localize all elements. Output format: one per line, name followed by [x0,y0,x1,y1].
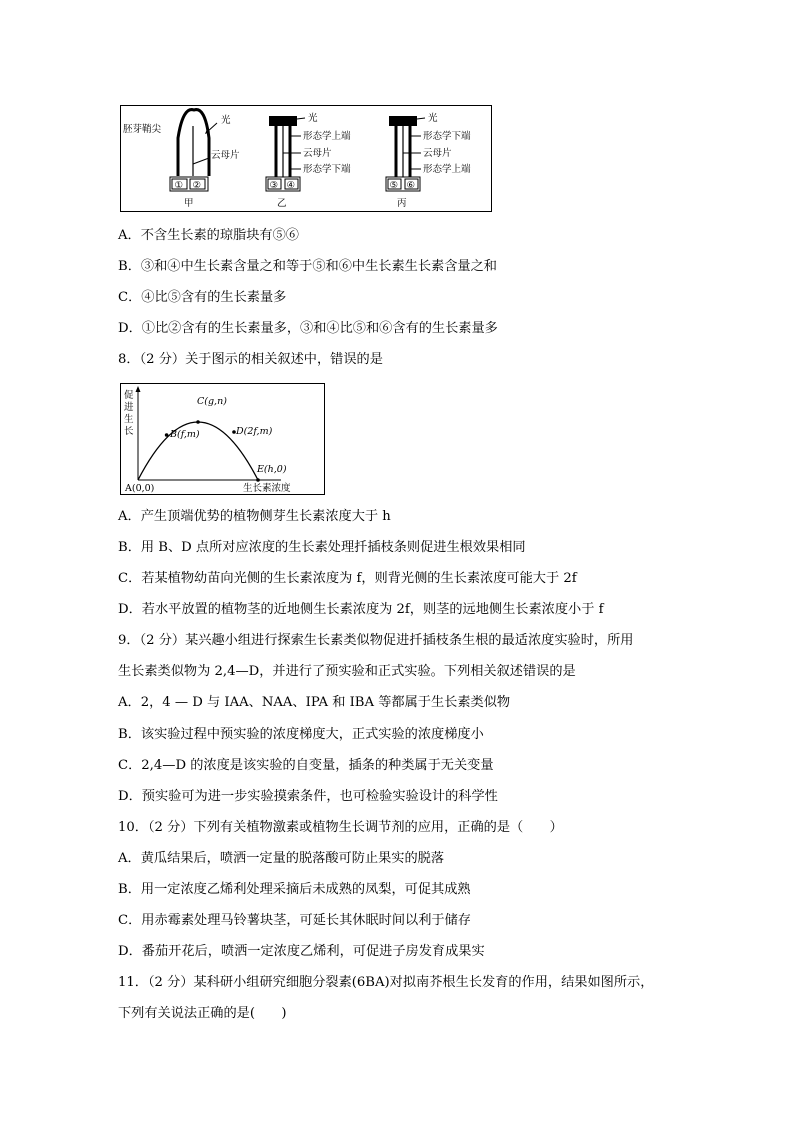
light-label-bing: 光 [428,113,438,124]
q9-stem-line1: 9．（2 分）某兴趣小组进行探索生长素类似物促进扦插枝条生根的最适浓度实验时，所用 [118,633,634,648]
q10-option-a: A．黄瓜结果后，喷洒一定量的脱落酸可防止果实的脱落 [118,851,445,866]
mica-label-jia: 云母片 [211,150,240,161]
block-label-4: ④ [286,180,296,191]
q9-option-d: D．预实验可为进一步实验摸索条件，也可检验实验设计的科学性 [118,789,498,804]
q8-stem: 8．（2 分）关于图示的相关叙述中，错误的是 [118,352,383,367]
caption-jia: 甲 [184,198,194,209]
q10-option-b: B．用一定浓度乙烯利处理采摘后未成熟的凤梨，可促其成熟 [118,882,471,897]
mica-label-bing: 云母片 [423,148,452,159]
q9-option-a: A．2，4 — D 与 IAA、NAA、IPA 和 IBA 等都属于生长素类似物 [118,695,511,710]
y-label-3: 生 [124,414,134,425]
label-point-c: C(g,n) [197,396,227,407]
y-axis-arrow [136,386,141,392]
top-end-label-yi: 形态学上端 [303,131,351,142]
block-label-5: ⑤ [389,180,399,191]
label-point-e: E(h,0) [257,464,287,475]
label-point-b: B(f,m) [170,429,200,440]
q10-stem: 10．（2 分）下列有关植物激素或植物生长调节剂的应用，正确的是（ ） [118,820,563,835]
q9-stem-line2: 生长素类似物为 2,4—D，并进行了预实验和正式实验。下列相关叙述错误的是 [118,664,576,679]
caption-yi: 乙 [277,198,287,209]
y-label-4: 长 [124,426,134,437]
q11-stem-line2: 下列有关说法正确的是( ) [118,1006,287,1021]
coleoptile-figure [120,105,492,212]
y-label-1: 促 [124,390,134,401]
x-axis-label: 生长素浓度 [243,483,291,494]
point-b [165,433,169,437]
block-label-2: ② [192,180,202,191]
light-label-jia: 光 [221,115,231,126]
top-end-label-bing: 形态学下端 [423,131,471,142]
q10-option-c: C．用赤霉素处理马铃薯块茎，可延长其休眠时间以利于储存 [118,913,471,928]
bottom-end-label-yi: 形态学下端 [303,164,351,175]
point-e [256,478,260,482]
block-label-3: ③ [269,180,279,191]
q7-option-d: D．①比②含有的生长素量多，③和④比⑤和⑥含有的生长素量多 [118,321,498,336]
point-c [196,420,200,424]
bottom-end-label-bing: 形态学上端 [423,164,471,175]
figure-yi [266,112,351,209]
mica-label-yi: 云母片 [303,148,332,159]
q8-option-d: D．若水平放置的植物茎的近地侧生长素浓度为 2f，则茎的远地侧生长素浓度小于 f [118,602,604,617]
light-label-yi: 光 [308,113,318,124]
q7-option-a: A．不含生长素的琼脂块有⑤⑥ [118,228,299,243]
figure-bing [386,112,471,209]
block-label-6: ⑥ [406,180,416,191]
growth-curve-figure [120,383,325,495]
q9-option-b: B．该实验过程中预实验的浓度梯度大，正式实验的浓度梯度小 [118,727,484,742]
block-label-1: ① [174,180,184,191]
q10-option-d: D．番茄开花后，喷洒一定浓度乙烯利，可促进子房发育成果实 [118,944,485,959]
figure-jia [123,110,240,209]
q11-stem-line1: 11．（2 分）某科研小组研究细胞分裂素(6BA)对拟南芥根生长发育的作用，结果如图所示， [118,975,654,990]
q9-option-c: C．2,4—D 的浓度是该实验的自变量，插条的种类属于无关变量 [118,758,494,773]
q8-option-a: A．产生顶端优势的植物侧芽生长素浓度大于 h [118,509,391,524]
q7-option-b: B．③和④中生长素含量之和等于⑤和⑥中生长素生长素含量之和 [118,259,497,274]
coleoptile-tip-label: 胚芽鞘尖 [123,124,162,135]
q7-option-c: C．④比⑤含有的生长素量多 [118,290,287,305]
caption-bing: 丙 [397,198,407,209]
y-label-2: 进 [124,402,134,413]
label-point-d: D(2f,m) [236,426,273,437]
label-point-a: A(0,0) [125,483,155,494]
q8-option-b: B．用 B、D 点所对应浓度的生长素处理扦插枝条则促进生根效果相同 [118,540,526,555]
q8-option-c: C．若某植物幼苗向光侧的生长素浓度为 f，则背光侧的生长素浓度可能大于 2f [118,571,577,586]
